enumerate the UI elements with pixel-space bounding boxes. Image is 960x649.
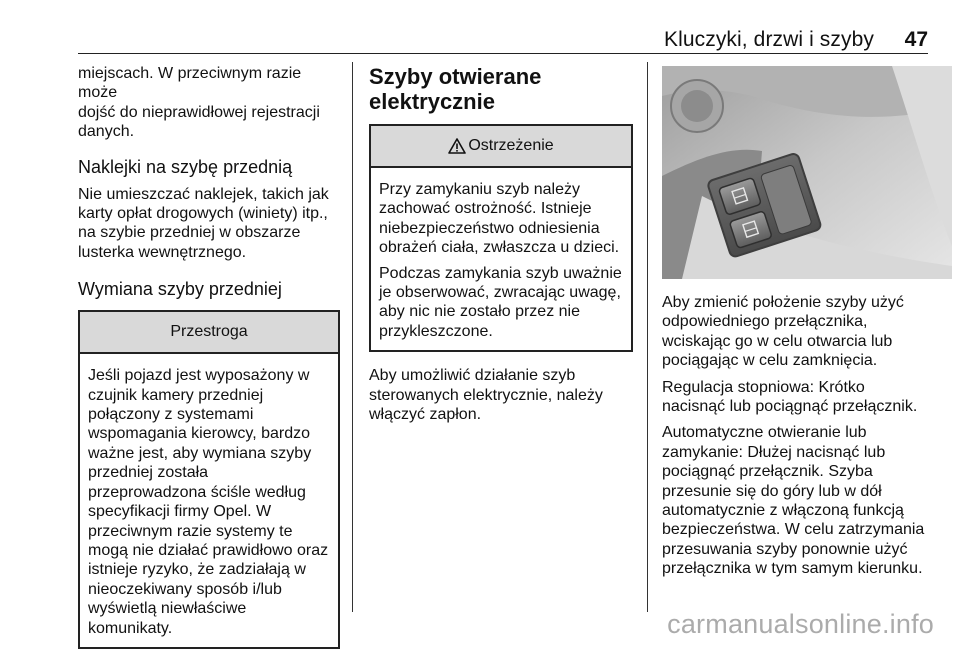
text-line: miejscach. W przeciwnym razie może [78, 65, 302, 102]
page-number: 47 [904, 28, 928, 51]
text-line: Przy zamykaniu szyb należy [379, 181, 580, 198]
text-line: niebezpieczeństwo odniesienia [379, 219, 600, 237]
text-line: istnieje ryzyko, że zadziałają w [88, 561, 306, 579]
ignition-text [369, 366, 633, 424]
header-rule [78, 53, 928, 54]
text-line: przesunie się do góry lub w dół [662, 482, 882, 500]
text-line: wspomagania kierowcy, bardzo [88, 425, 311, 443]
text-line: włączyć zapłon. [369, 406, 482, 424]
text-line: przeprowadzona ściśle według [88, 483, 306, 501]
text-line: komunikaty. [88, 619, 173, 637]
text-line: sterowanych elektrycznie, należy [369, 386, 603, 404]
continued-text [78, 64, 340, 142]
text-line: Automatyczne otwieranie lub [662, 424, 867, 442]
text-line: mogą nie działać prawidłowo oraz [88, 541, 329, 559]
text-line: odpowiedniego przełącznika, [662, 313, 868, 331]
column-2 [369, 64, 633, 424]
text-line: przeciwnym razie systemy te [88, 522, 293, 540]
text-line: je obserwować, zwracając uwagę, [379, 284, 621, 302]
caution-title: Przestroga [80, 312, 338, 354]
text-line: automatycznie z włączoną funkcją [662, 502, 904, 520]
stepwise-adjustment-text [662, 378, 952, 417]
section-heading-stickers: Naklejki na szybę przednią [78, 156, 293, 177]
text-line: przedniej została [88, 464, 209, 482]
caution-box [78, 310, 340, 649]
column-3 [662, 66, 952, 579]
warning-header [371, 126, 631, 168]
stickers-text [78, 185, 340, 263]
text-line: Regulacja stopniowa: Krótko [662, 378, 865, 396]
text-line: pociągnąć przełącznik. Szyba [662, 463, 873, 481]
text-line: ważne jest, aby wymiana szyby [88, 444, 312, 462]
text-line: czujnik kamery przedniej [88, 386, 264, 404]
column-divider-right [647, 62, 648, 612]
text-line: Jeśli pojazd jest wyposażony w [88, 367, 310, 385]
title-line: Szyby otwierane [369, 64, 542, 89]
text-line: przełącznika w tym samym kierunku. [662, 560, 923, 578]
text-line: Podczas zamykania szyb uważnie [379, 264, 622, 282]
window-switch-photo [662, 66, 952, 279]
warning-triangle-icon [448, 138, 466, 154]
text-line: wyświetlą niewłaściwe [88, 600, 247, 618]
section-title-power-windows [369, 64, 633, 114]
text-line: pociągając w celu zamknięcia. [662, 352, 878, 370]
text-line: Nie umieszczać naklejek, takich jak [78, 185, 329, 203]
text-line: zamykanie: Dłużej nacisnąć lub [662, 443, 886, 461]
text-line: przesuwania szyby ponownie użyć [662, 540, 908, 558]
title-line: elektrycznie [369, 89, 495, 114]
warning-box [369, 124, 633, 352]
warning-text-2 [379, 264, 623, 342]
text-line: danych. [78, 123, 135, 141]
warning-title: Ostrzeżenie [468, 137, 554, 154]
text-line: specyfikacji firmy Opel. W [88, 503, 272, 521]
text-line: Aby zmienić położenie szyby użyć [662, 294, 904, 311]
text-line: karty opłat drogowych (winiety) itp., [78, 205, 328, 223]
text-line: aby nic nie zostało przez nie [379, 303, 580, 321]
text-line: na szybie przedniej w obszarze [78, 224, 301, 242]
text-line: Aby umożliwić działanie szyb [369, 367, 576, 385]
text-line: zachować ostrożność. Istnieje [379, 200, 592, 218]
text-line: lusterka wewnętrznego. [78, 243, 247, 261]
automatic-operation-text [662, 423, 952, 578]
section-heading-replacement: Wymiana szyby przedniej [78, 279, 282, 300]
text-line: bezpieczeństwa. W celu zatrzymania [662, 521, 925, 539]
warning-text-1 [379, 180, 623, 258]
text-line: nieoczekiwany sposób i/lub [88, 580, 282, 598]
text-line: wciskając go w celu otwarcia lub [662, 332, 893, 350]
text-line: obrażeń ciała, zwłaszcza u dzieci. [379, 239, 620, 257]
watermark: carmanualsonline.info [667, 609, 934, 639]
text-line: nacisnąć lub pociągnąć przełącznik. [662, 398, 918, 416]
running-header-title: Kluczyki, drzwi i szyby [663, 28, 874, 51]
caution-text [88, 366, 330, 638]
column-divider-left [352, 62, 353, 612]
text-line: połączony z systemami [88, 406, 254, 424]
text-line: przykleszczone. [379, 322, 493, 340]
text-line: dojść do nieprawidłowej rejestracji [78, 103, 320, 121]
column-1 [78, 64, 340, 649]
switch-usage-text [662, 293, 952, 371]
